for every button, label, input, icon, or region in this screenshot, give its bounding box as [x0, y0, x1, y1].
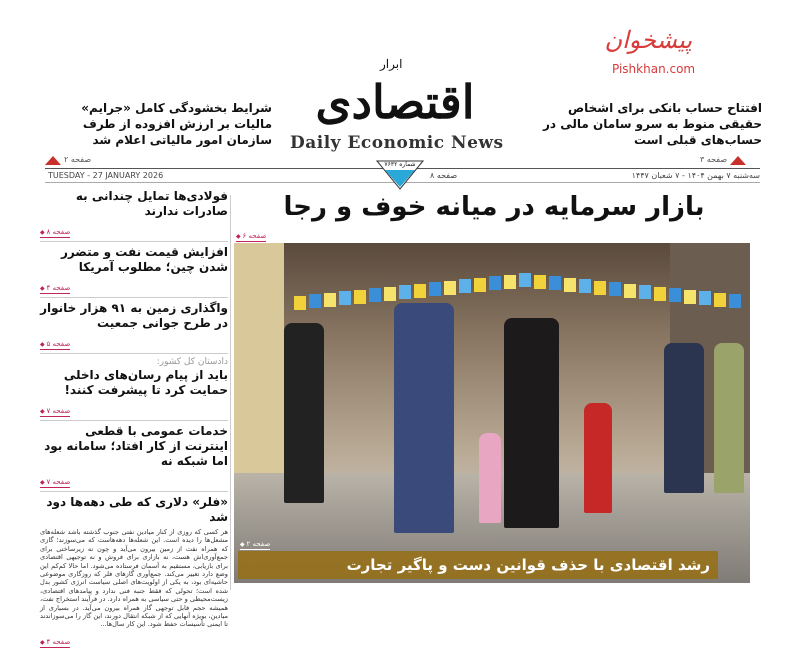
issue-number: شماره ۷۶۳۲ — [384, 161, 416, 168]
bunting-flag — [354, 290, 366, 304]
pishkhan-logo[interactable]: پیشخوان — [604, 26, 692, 54]
bunting-flag — [684, 290, 696, 304]
bunting-flag — [609, 282, 621, 296]
bunting-flag — [699, 291, 711, 305]
page-ref[interactable]: ◆ صفحه ۴ — [40, 638, 70, 648]
main-headline[interactable]: بازار سرمایه در میانه خوف و رجا — [283, 192, 705, 222]
bunting-flag — [549, 276, 561, 290]
bunting-flag — [714, 293, 726, 307]
bunting-flag — [504, 275, 516, 289]
bunting-flag — [309, 294, 321, 308]
headline: فولادی‌ها تمایل چندانی به صادرات ندارند — [75, 189, 228, 218]
top-left-page-ref[interactable]: صفحه ۲ — [45, 155, 91, 165]
bunting-flag — [384, 287, 396, 301]
page-ref[interactable]: ◆ صفحه ۷ — [40, 407, 70, 417]
sidebar-item[interactable] — [40, 354, 228, 421]
headline: «فلر» دلاری که طی دهه‌ها دود شد — [46, 495, 228, 524]
masthead-english: Daily Economic News — [290, 133, 504, 153]
photo-caption[interactable]: رشد اقتصادی با حذف قوانین دست و پاگیر تجارت — [238, 551, 718, 579]
bunting-flag — [639, 285, 651, 299]
page-ref[interactable]: ◆ صفحه ۴ — [40, 284, 70, 294]
article-body: هر کسی که روزی از کنار میادین نفتی جنوب گذشته باشد شعله‌های مشعل‌ها را دیده است. این شعله‌ها دهه‌هاست که می‌سوزند؛ گازی که همراه نفت از زمین بیرون می‌آید و چون نه زیرساختی برای جمع‌آوری‌اش هست، نه بازاری برای فروش و نه توجیهی اقتصادی برای بازیابی، مستقیم به آسمان فرستاده می‌شود. اما حالا کم‌کم این وضع دارد تغییر می‌کند. جمع‌آوری گازهای فلر که روزگاری موضوعی حاشیه‌ای بود، به یکی از اولویت‌های اصلی سیاست انرژی کشور بدل شده است؛ تحولی که فقط جنبه فنی ندارد و پیامدهای اقتصادی، زیست‌محیطی و حتی سیاسی به همراه دارد. در فرآیند استخراج نفت، همیشه حجم قابل توجهی گاز همراه بیرون می‌آید. در بسیاری از میادین، بویژه آنهایی که از شبکه انتقال دورند، این گاز را می‌سوزاندند تا ایمنی تأسیسات حفظ شود. این کار سال‌ها... — [39, 528, 228, 629]
bunting-flag — [369, 288, 381, 302]
bunting-flag — [429, 282, 441, 296]
bunting-flag — [654, 287, 666, 301]
bunting-flag — [594, 281, 606, 295]
page-count: ۸ صفحه — [430, 171, 458, 180]
sidebar-item[interactable] — [40, 298, 228, 354]
headline: افزایش قیمت نفت و متضرر شدن چین؛ مطلوب آمریکا — [60, 245, 228, 274]
bunting-flag — [324, 293, 336, 307]
top-right-headline[interactable]: افتتاح حساب بانکی برای اشخاص حقیقی منوط به سرو سامان مالی در حساب‌های قبلی است — [543, 101, 762, 147]
bunting-flag — [534, 275, 546, 289]
triangle-icon — [730, 156, 746, 165]
bunting-flag — [339, 291, 351, 305]
date-persian: سه‌شنبه ۷ بهمن ۱۴۰۴ - ۷ شعبان ۱۴۴۷ — [631, 171, 760, 180]
bunting-flag — [729, 294, 741, 308]
kicker: دادستان کل کشور: — [156, 357, 228, 367]
pishkhan-url[interactable]: Pishkhan.com — [612, 62, 696, 76]
caption-page-ref[interactable]: ◆ صفحه ۲ — [240, 540, 270, 550]
triangle-icon — [45, 156, 61, 165]
bunting-flag — [564, 278, 576, 292]
page-ref[interactable]: ◆ صفحه ۷ — [40, 478, 70, 488]
column-divider — [230, 195, 231, 590]
sidebar-item[interactable] — [40, 421, 228, 492]
page-ref[interactable]: ◆ صفحه ۸ — [40, 228, 70, 238]
bunting-flag — [444, 281, 456, 295]
bunting-flag — [294, 296, 306, 310]
headline: واگذاری زمین به ۹۱ هزار خانوار در طرح جوانی جمعیت — [40, 301, 228, 330]
top-right-page-ref[interactable]: صفحه ۳ — [700, 155, 746, 165]
bunting-flag — [459, 279, 471, 293]
bunting-flag — [519, 273, 531, 287]
bunting-flag — [414, 284, 426, 298]
masthead-title: اقتصادی — [315, 75, 475, 129]
sidebar-item[interactable] — [40, 186, 228, 242]
date-english: TUESDAY - 27 JANUARY 2026 — [48, 171, 164, 180]
main-photo — [234, 243, 750, 583]
bunting-flag — [399, 285, 411, 299]
bunting-flag — [669, 288, 681, 302]
bunting-flag — [624, 284, 636, 298]
masthead-subtitle: ابرار — [380, 57, 403, 71]
top-left-headline[interactable]: شرایط بخشودگی کامل «جرایم» مالیات بر ارزش افزوده از طرف سازمان امور مالیاتی اعلام شد — [81, 101, 272, 147]
page-ref[interactable]: ◆ صفحه ۵ — [40, 340, 70, 350]
sidebar-item[interactable] — [40, 242, 228, 298]
main-page-ref[interactable]: ◆ صفحه ۶ — [236, 232, 266, 242]
bunting-flag — [474, 278, 486, 292]
bunting-flag — [489, 276, 501, 290]
bunting-flag — [579, 279, 591, 293]
lead-story[interactable] — [40, 492, 228, 648]
headline: باید از پیام رسان‌های داخلی حمایت کرد تا پیشرفت کنند! — [63, 368, 228, 397]
headline: خدمات عمومی با قطعی اینترنت از کار افتاد؛ سامانه بود اما شبکه نه — [44, 424, 228, 468]
sidebar-column — [40, 186, 228, 648]
